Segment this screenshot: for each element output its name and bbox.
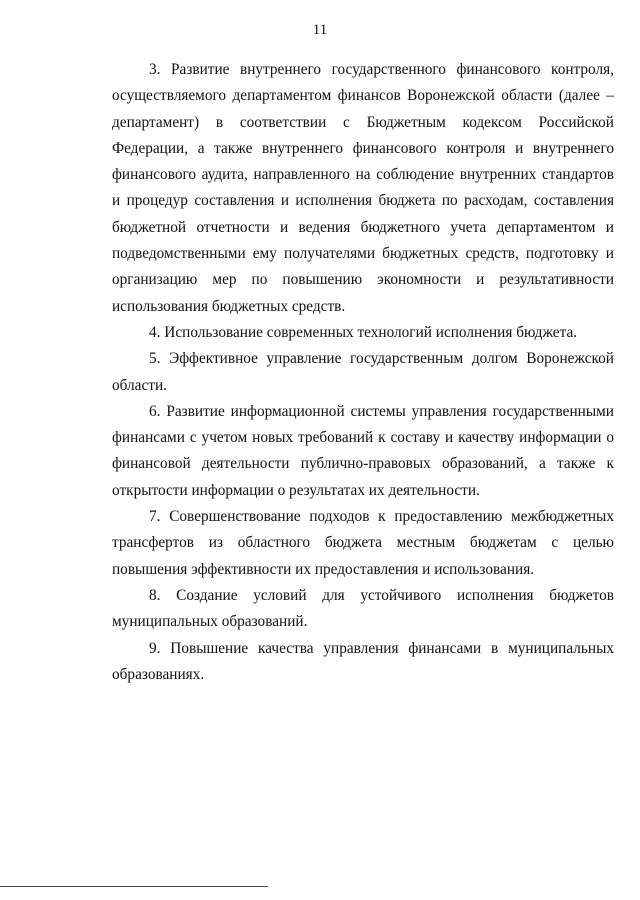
- footer-divider: [0, 886, 268, 887]
- paragraph-item-6: 6. Развитие информационной системы управления государственными финансами с учетом новых требований к составу и качеству информации о финансовой деятельности публично-правовых образований, а также к открытости информации о результатах их деятельности.: [112, 402, 614, 499]
- paragraph-item-8: 8. Создание условий для устойчивого исполнения бюджетов муниципальных образований.: [112, 586, 614, 631]
- paragraph-item-4: 4. Использование современных технологий исполнения бюджета.: [149, 323, 578, 341]
- paragraph-item-9: 9. Повышение качества управления финансами в муниципальных образованиях.: [112, 639, 614, 683]
- paragraph-item-7: 7. Совершенствование подходов к предоставлению межбюджетных трансфертов из областного бюджета местным бюджетам с целью повышения эффективности их предоставления и использования.: [112, 508, 614, 578]
- page-number: 11: [312, 22, 328, 38]
- document-body: [112, 57, 614, 688]
- paragraph-item-5: 5. Эффективное управление государственным долгом Воронежской области.: [112, 350, 614, 394]
- paragraph-item-3: 3. Развитие внутреннего государственного финансового контроля, осуществляемого департаментом финансов Воронежской области (далее – департамент) в соответствии с Бюджетным кодексом Российской Федерации, а также внутреннего финансового контроля и внутреннего финансового аудита, направленного на соблюдение внутренних стандартов и процедур составления и исполнения бюджета по расходам, составления бюджетной отчетности и ведения бюджетного учета департаментом и подведомственными ему получателями бюджетных средств, подготовку и организацию мер по повышению экономности и результативности использования бюджетных средств.: [112, 61, 614, 315]
